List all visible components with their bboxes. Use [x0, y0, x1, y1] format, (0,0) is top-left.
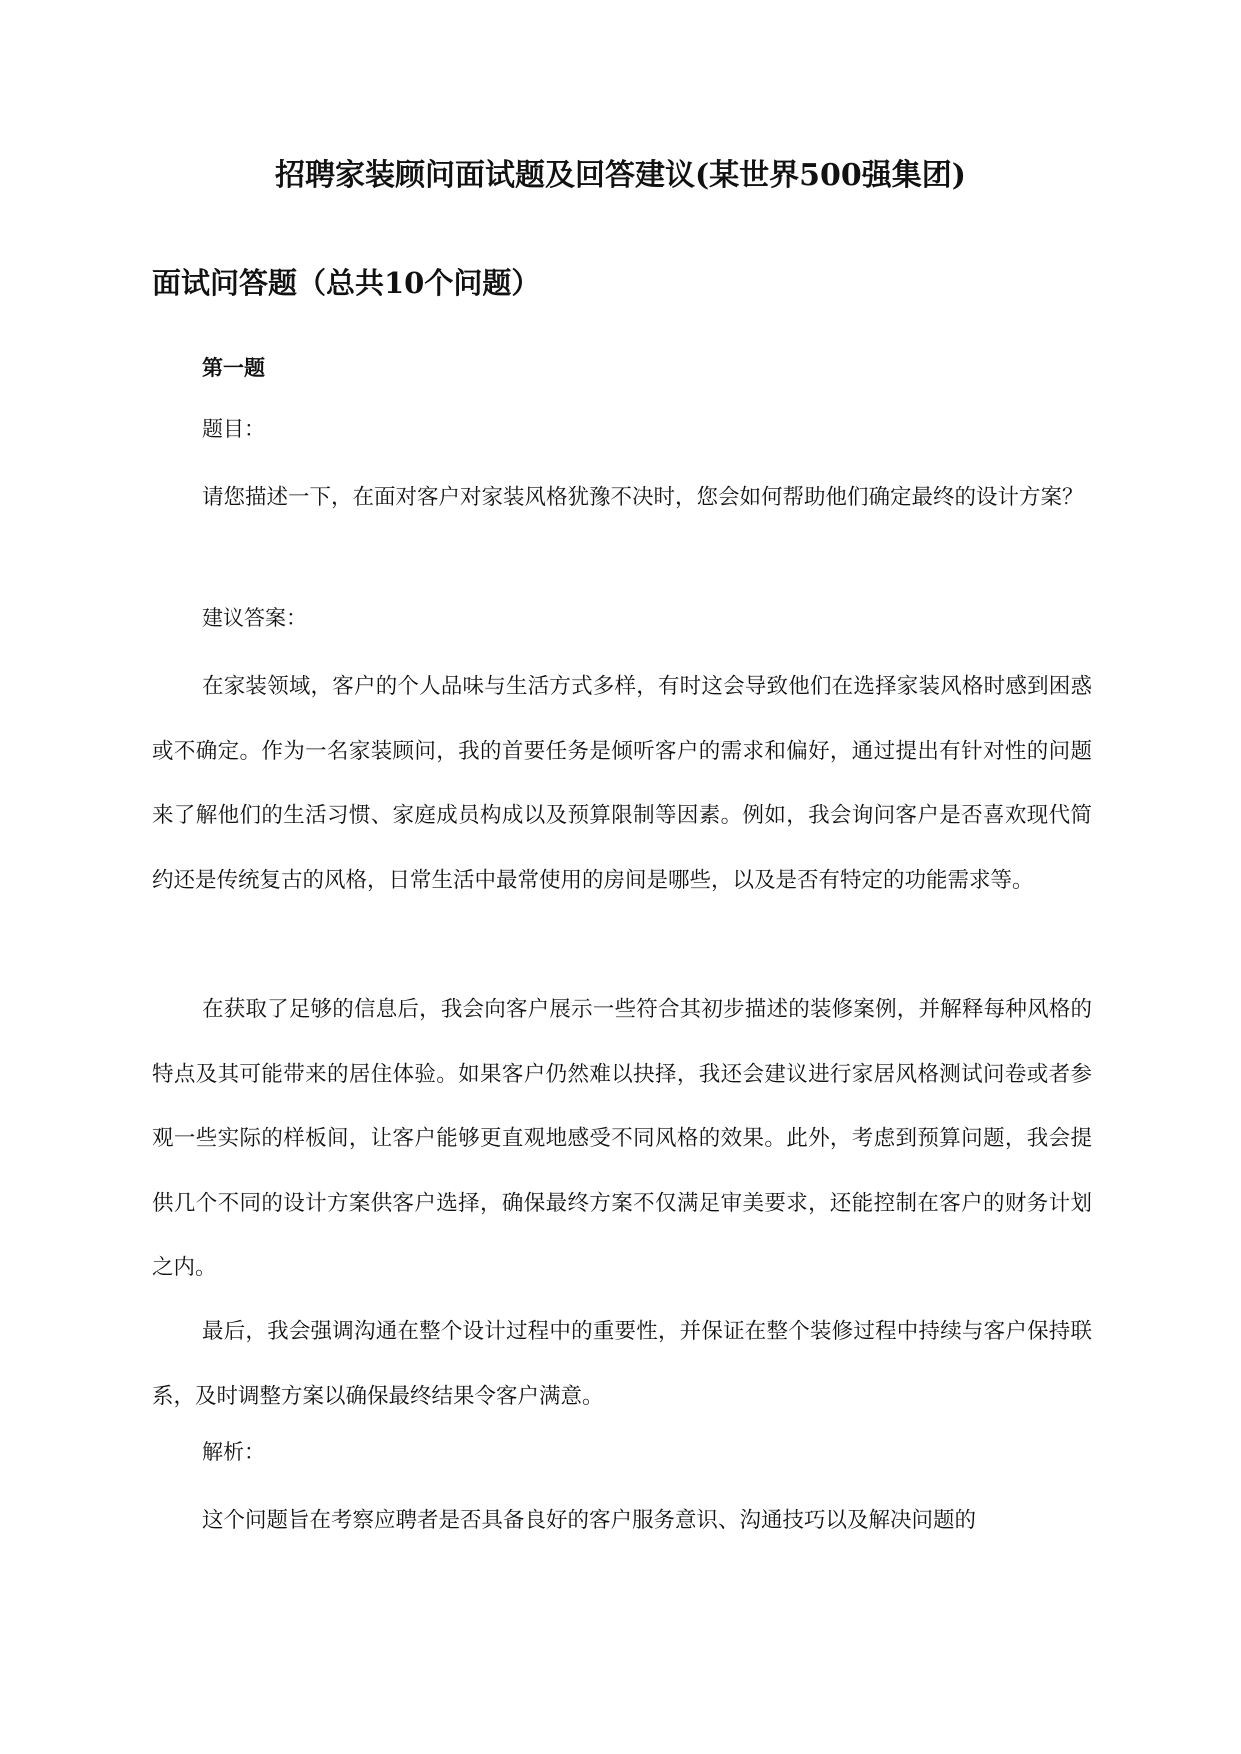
analysis-text: 这个问题旨在考察应聘者是否具备良好的客户服务意识、沟通技巧以及解决问题的: [202, 1508, 977, 1533]
analysis-label: 解析：: [202, 1440, 265, 1464]
section-heading: 面试问答题（总共10个问题）: [152, 266, 541, 300]
answer-paragraph-2: 在获取了足够的信息后，我会向客户展示一些符合其初步描述的装修案例，并解释每种风格的特点及其可能带来的居住体验。如果客户仍然难以抉择，我还会建议进行家居风格测试问卷或者参观一些实际的样板间，让客户能够更直观地感受不同风格的效果。此外，考虑到预算问题，我会提供几个不同的设计方案供客户选择，确保最终方案不仅满足审美要求，还能控制在客户的财务计划之内。: [152, 997, 1092, 1280]
answer-paragraph-1: 在家装领域，客户的个人品味与生活方式多样，有时这会导致他们在选择家装风格时感到困惑或不确定。作为一名家装顾问，我的首要任务是倾听客户的需求和偏好，通过提出有针对性的问题来了解他们的生活习惯、家庭成员构成以及预算限制等因素。例如，我会询问客户是否喜欢现代简约还是传统复古的风格，日常生活中最常使用的房间是哪些，以及是否有特定的功能需求等。: [152, 674, 1092, 893]
document-title: 招聘家装顾问面试题及回答建议(某世界500强集团): [274, 158, 966, 193]
answer-paragraph-3: 最后，我会强调沟通在整个设计过程中的重要性，并保证在整个装修过程中持续与客户保持联系，及时调整方案以确保最终结果令客户满意。: [152, 1319, 1092, 1409]
question-heading: 第一题: [202, 355, 265, 380]
answer-label: 建议答案：: [202, 606, 307, 630]
prompt-text: 请您描述一下，在面对客户对家装风格犹豫不决时，您会如何帮助他们确定最终的设计方案？: [202, 485, 1084, 510]
prompt-label: 题目：: [202, 417, 265, 441]
